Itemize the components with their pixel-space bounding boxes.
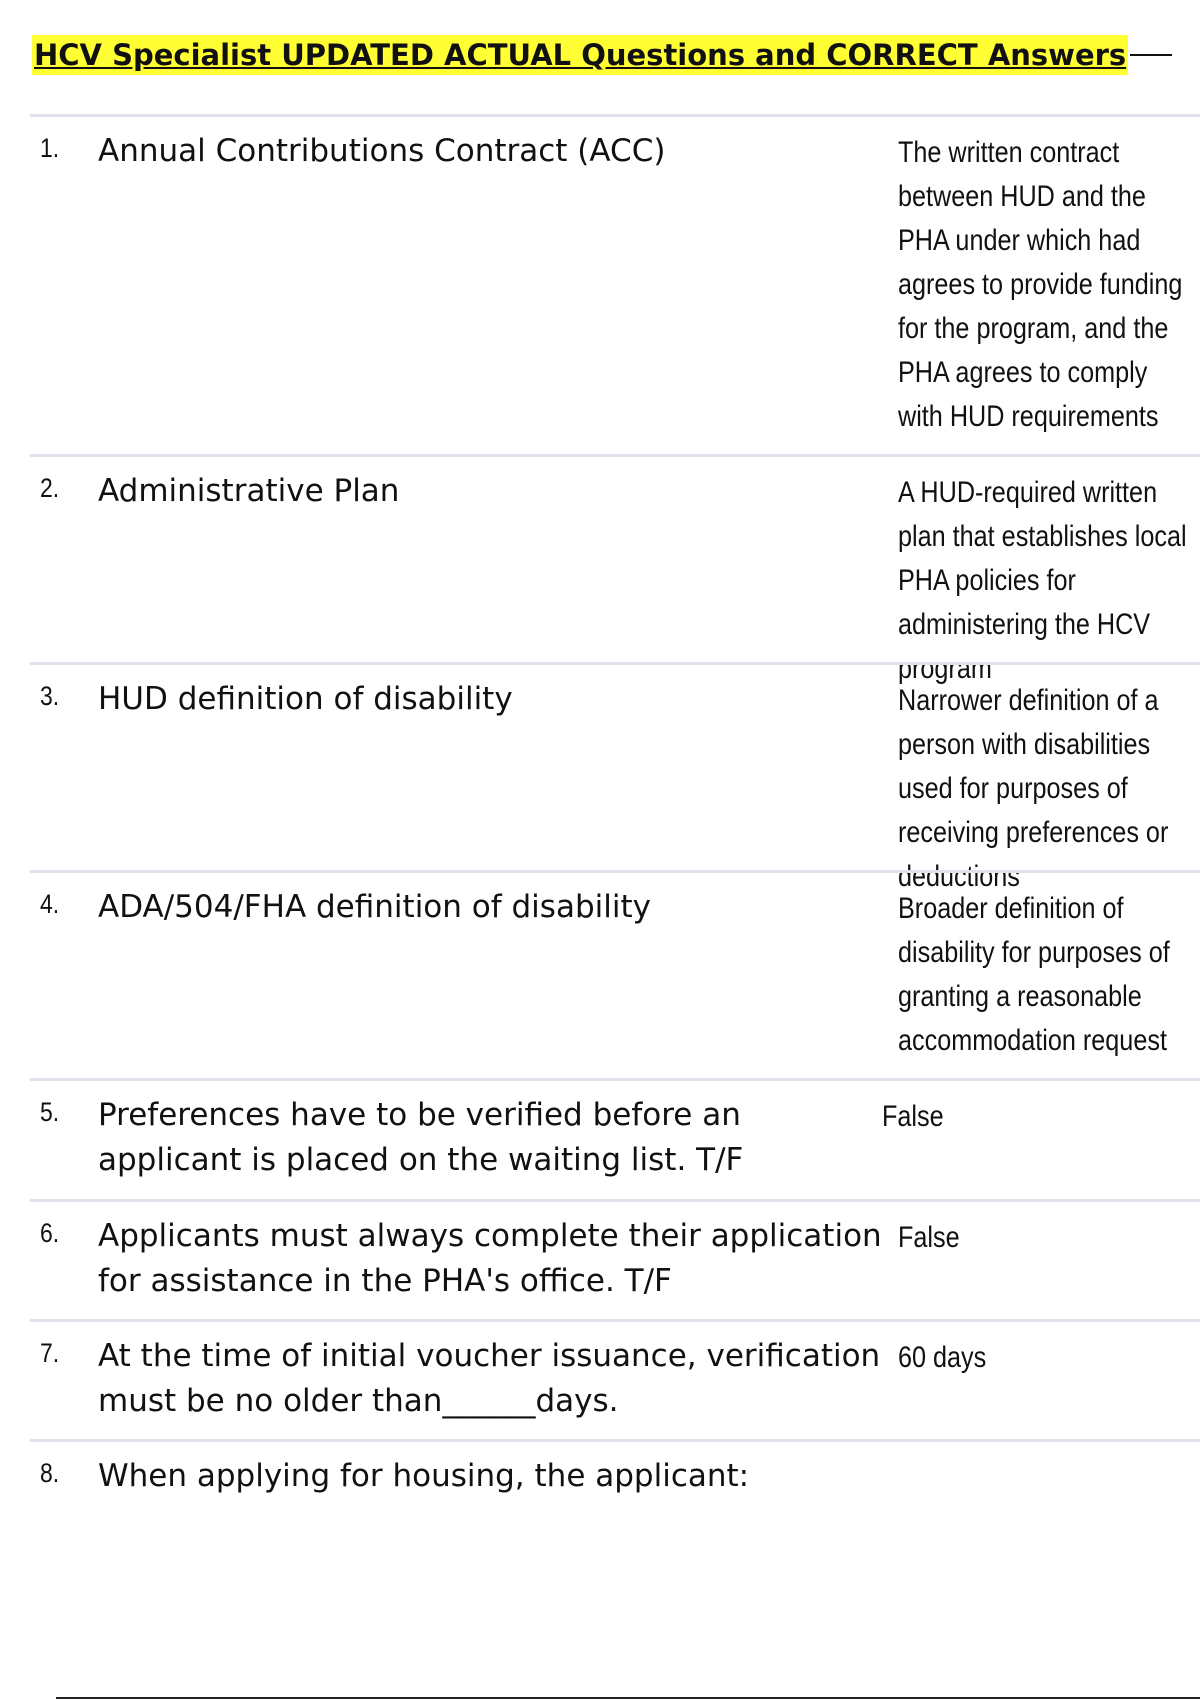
qa-list	[30, 114, 1200, 1529]
question-text: HUD definition of disability	[98, 681, 513, 717]
answer-text: False	[898, 1221, 960, 1254]
qa-row-3	[30, 662, 1200, 893]
answer-text: 60 days	[898, 1341, 987, 1374]
answer-text: A HUD-required written plan that establishes local PHA policies for administering the HCV program	[898, 476, 1187, 685]
question-number: 1.	[40, 133, 60, 163]
question-text: Annual Contributions Contract (ACC)	[98, 133, 666, 169]
qa-row-2	[30, 454, 1200, 685]
question-number: 5.	[40, 1097, 60, 1127]
question-number: 3.	[40, 681, 60, 711]
question-number: 7.	[40, 1338, 60, 1368]
answer-text: Broader definition of disability for purposes of granting a reasonable accommodation request	[898, 892, 1170, 1057]
question-number: 8.	[40, 1458, 60, 1488]
question-text: When applying for housing, the applicant:	[98, 1458, 750, 1494]
document-title: HCV Specialist UPDATED ACTUAL Questions and CORRECT Answers	[32, 35, 1128, 75]
qa-row-8	[30, 1439, 1200, 1529]
question-text: Preferences have to be verified before an applicant is placed on the waiting list. T/F	[98, 1097, 744, 1178]
question-text: ADA/504/FHA definition of disability	[98, 889, 651, 925]
qa-row-6	[30, 1199, 1200, 1319]
qa-row-1	[30, 114, 1200, 454]
answer-text: Narrower definition of a person with disabilities used for purposes of receiving preferences or deductions	[898, 684, 1169, 893]
title-dash	[1130, 54, 1172, 56]
question-text: At the time of initial voucher issuance, verification must be no older than______days.	[98, 1338, 881, 1419]
page-footer-rule	[56, 1697, 1200, 1699]
answer-text: False	[882, 1100, 944, 1133]
qa-row-5	[30, 1078, 1200, 1199]
question-number: 2.	[40, 473, 60, 503]
question-text: Administrative Plan	[98, 473, 400, 509]
question-number: 6.	[40, 1218, 60, 1248]
question-text: Applicants must always complete their application for assistance in the PHA's office. T/F	[98, 1218, 882, 1299]
answer-text: The written contract between HUD and the PHA under which had agrees to provide funding for the program, and the PHA agrees to comply with HUD requirements	[898, 136, 1183, 433]
document-title-wrap	[32, 34, 1172, 76]
question-number: 4.	[40, 889, 60, 919]
qa-row-4	[30, 870, 1200, 1078]
qa-row-7	[30, 1319, 1200, 1439]
